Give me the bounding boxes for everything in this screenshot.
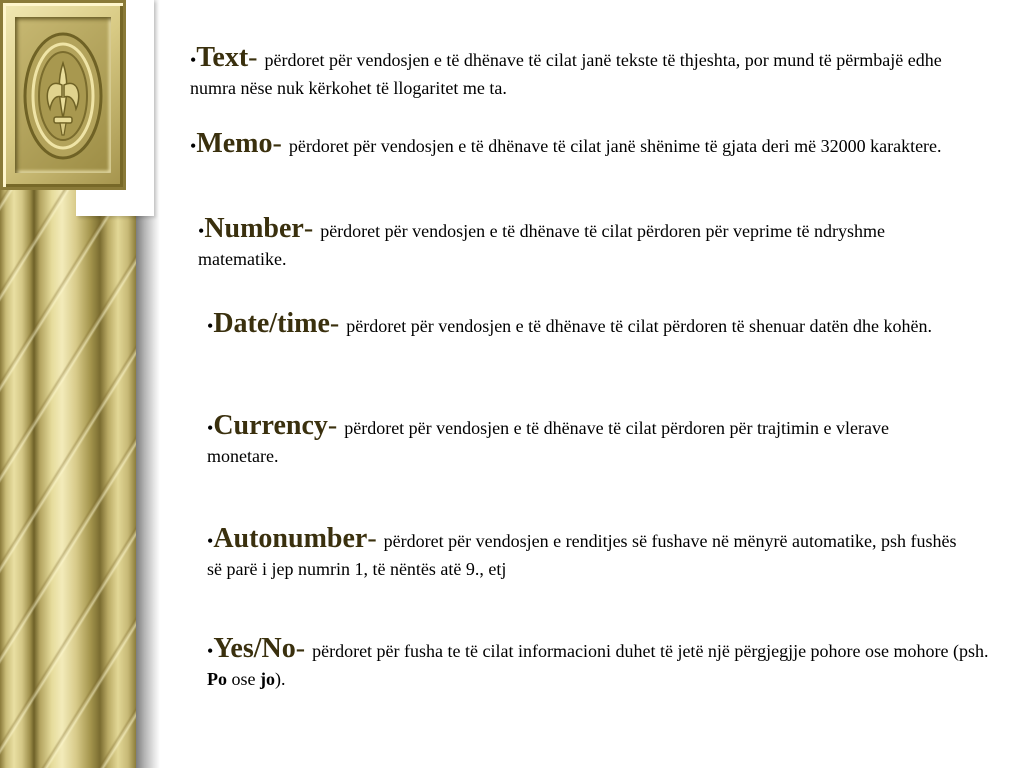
- decorative-column: [0, 0, 160, 768]
- item-description: përdoret për vendosjen e të dhënave të cilat përdoren për veprime të ndryshme matematike.: [198, 221, 885, 269]
- term-yes-no: Yes/No: [213, 633, 296, 664]
- bullet: •: [207, 531, 214, 551]
- bullet: •: [198, 221, 205, 241]
- term-dash: -: [295, 633, 313, 664]
- example-jo: jo: [260, 669, 275, 689]
- example-close: ).: [275, 669, 286, 689]
- item-yes-no: [207, 635, 992, 693]
- term-dash: -: [248, 42, 265, 73]
- example-po: Po: [207, 669, 227, 689]
- bullet: •: [190, 50, 197, 70]
- term-dash: -: [303, 213, 321, 244]
- item-description: përdoret për vendosjen e të dhënave të cilat janë tekste të thjeshta, por mund të përmbajë edhe numra nëse nuk kërkohet të llogaritet me ta.: [190, 50, 942, 98]
- example-separator: ose: [227, 669, 260, 689]
- fleur-de-lis-icon: [18, 23, 108, 169]
- term-dash: -: [327, 410, 345, 441]
- item-number: [198, 215, 958, 273]
- item-description: përdoret për fusha te të cilat informacioni duhet të jetë një përgjegjje pohore ose mohore (psh.: [312, 641, 989, 661]
- bullet: •: [207, 641, 214, 661]
- medallion: [0, 0, 126, 190]
- term-text: Text: [196, 42, 249, 73]
- bullet: •: [207, 316, 214, 336]
- term-dash: -: [367, 523, 384, 554]
- item-description: përdoret për vendosjen e të dhënave të cilat përdoren të shenuar datën dhe kohën.: [346, 316, 932, 336]
- item-memo: [190, 130, 960, 160]
- item-description: përdoret për vendosjen e renditjes së fushave në mënyrë automatike, psh fushës së parë i jep numrin 1, të nëntës atë 9., etj: [207, 531, 957, 579]
- item-date-time: [207, 310, 982, 340]
- item-description: përdoret për vendosjen e të dhënave të cilat janë shënime të gjata deri më 32000 karaktere.: [288, 136, 942, 156]
- item-text: [190, 44, 950, 102]
- item-description: përdoret për vendosjen e të dhënave të cilat përdoren për trajtimin e vlerave monetare.: [207, 418, 889, 466]
- term-memo: Memo: [196, 128, 273, 159]
- bullet: •: [190, 136, 197, 156]
- term-autonumber: Autonumber: [213, 523, 368, 554]
- item-currency: [207, 412, 937, 470]
- term-dash: -: [329, 308, 347, 339]
- term-date-time: Date/time: [213, 308, 330, 339]
- item-autonumber: [207, 525, 967, 583]
- term-currency: Currency: [213, 410, 328, 441]
- bullet: •: [207, 418, 214, 438]
- term-dash: -: [272, 128, 289, 159]
- term-number: Number: [204, 213, 304, 244]
